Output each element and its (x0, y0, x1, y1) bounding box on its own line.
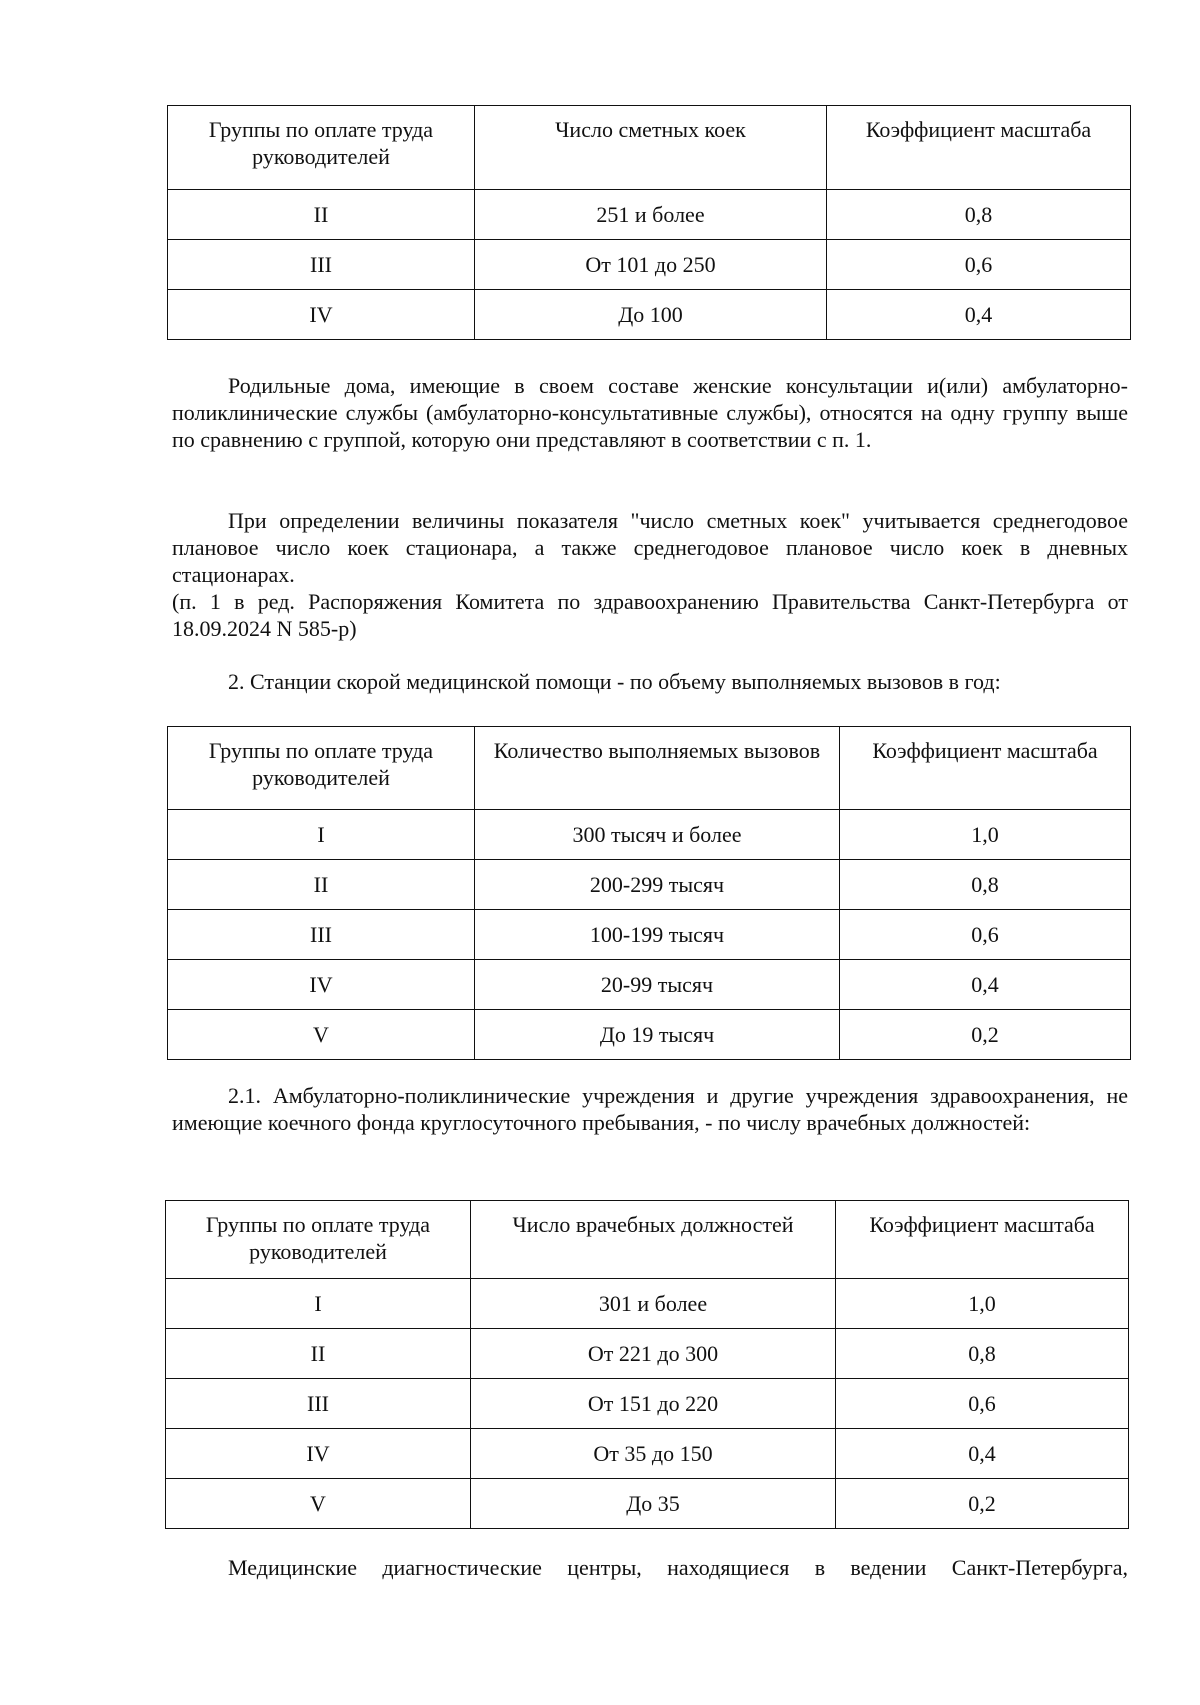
positions-cell: 301 и более (471, 1279, 836, 1329)
group-cell: V (168, 1010, 475, 1060)
header-beds: Число сметных коек (475, 106, 827, 190)
table-row (168, 860, 1131, 910)
header-coefficient: Коэффициент масштаба (827, 106, 1131, 190)
coefficient-cell: 0,2 (840, 1010, 1131, 1060)
table-header-row (166, 1201, 1129, 1279)
group-cell: IV (166, 1429, 471, 1479)
coefficient-cell: 0,6 (840, 910, 1131, 960)
coefficient-cell: 0,8 (827, 190, 1131, 240)
section-2-1-paragraph: 2.1. Амбулаторно-поликлинические учреждения и другие учреждения здравоохранения, не имеющие коечного фонда круглосуточного пребывания, - по числу врачебных должностей: (172, 1083, 1128, 1135)
group-cell: III (166, 1379, 471, 1429)
table-row (168, 910, 1131, 960)
coefficient-cell: 0,8 (836, 1329, 1129, 1379)
maternity-paragraph: Родильные дома, имеющие в своем составе женские консультации и(или) амбулаторно-поликлинические службы (амбулаторно-консультативные службы), относятся на одну группу выше по сравнению с группой, которую они представляют в соответствии с п. 1. (172, 373, 1128, 452)
ambulance-calls-table (167, 726, 1131, 1060)
table-row (166, 1329, 1129, 1379)
table-row (168, 240, 1131, 290)
group-cell: IV (168, 960, 475, 1010)
beds-table (167, 105, 1131, 340)
positions-cell: От 35 до 150 (471, 1429, 836, 1479)
group-cell: III (168, 910, 475, 960)
beds-definition-paragraph: При определении величины показателя "число сметных коек" учитывается среднегодовое плановое число коек стационара, а также среднегодовое плановое число коек в дневных стационарах. (172, 508, 1128, 587)
calls-cell: До 19 тысяч (475, 1010, 840, 1060)
header-calls: Количество выполняемых вызовов (475, 727, 840, 810)
coefficient-cell: 1,0 (836, 1279, 1129, 1329)
group-cell: I (166, 1279, 471, 1329)
coefficient-cell: 0,6 (827, 240, 1131, 290)
group-cell: V (166, 1479, 471, 1529)
group-cell: IV (168, 290, 475, 340)
coefficient-cell: 0,6 (836, 1379, 1129, 1429)
header-group: Группы по оплате труда руководителей (168, 106, 475, 190)
section-2-heading: 2. Станции скорой медицинской помощи - по объему выполняемых вызовов в год: (228, 669, 1001, 694)
group-cell: I (168, 810, 475, 860)
coefficient-cell: 0,4 (840, 960, 1131, 1010)
beds-cell: 251 и более (475, 190, 827, 240)
positions-cell: От 151 до 220 (471, 1379, 836, 1429)
table-row (166, 1379, 1129, 1429)
table-row (168, 1010, 1131, 1060)
diagnostic-centers-paragraph: Медицинские диагностические центры, находящиеся в ведении Санкт-Петербурга, (228, 1555, 1128, 1580)
group-cell: III (168, 240, 475, 290)
table-row (166, 1429, 1129, 1479)
beds-cell: От 101 до 250 (475, 240, 827, 290)
coefficient-cell: 0,2 (836, 1479, 1129, 1529)
calls-cell: 20-99 тысяч (475, 960, 840, 1010)
group-cell: II (168, 860, 475, 910)
coefficient-cell: 0,4 (827, 290, 1131, 340)
positions-cell: До 35 (471, 1479, 836, 1529)
table-header-row (168, 727, 1131, 810)
coefficient-cell: 1,0 (840, 810, 1131, 860)
group-cell: II (166, 1329, 471, 1379)
table-row (166, 1479, 1129, 1529)
coefficient-cell: 0,8 (840, 860, 1131, 910)
header-group: Группы по оплате труда руководителей (168, 727, 475, 810)
calls-cell: 200-299 тысяч (475, 860, 840, 910)
amendment-note: (п. 1 в ред. Распоряжения Комитета по здравоохранению Правительства Санкт-Петербурга от 18.09.2024 N 585-р) (172, 589, 1128, 641)
header-coefficient: Коэффициент масштаба (836, 1201, 1129, 1279)
coefficient-cell: 0,4 (836, 1429, 1129, 1479)
header-group: Группы по оплате труда руководителей (166, 1201, 471, 1279)
table-row (168, 290, 1131, 340)
beds-cell: До 100 (475, 290, 827, 340)
calls-cell: 300 тысяч и более (475, 810, 840, 860)
table-row (168, 810, 1131, 860)
calls-cell: 100-199 тысяч (475, 910, 840, 960)
table-row (168, 190, 1131, 240)
group-cell: II (168, 190, 475, 240)
positions-cell: От 221 до 300 (471, 1329, 836, 1379)
table-header-row (168, 106, 1131, 190)
table-row (166, 1279, 1129, 1329)
header-positions: Число врачебных должностей (471, 1201, 836, 1279)
header-coefficient: Коэффициент масштаба (840, 727, 1131, 810)
physician-positions-table (165, 1200, 1129, 1529)
table-row (168, 960, 1131, 1010)
